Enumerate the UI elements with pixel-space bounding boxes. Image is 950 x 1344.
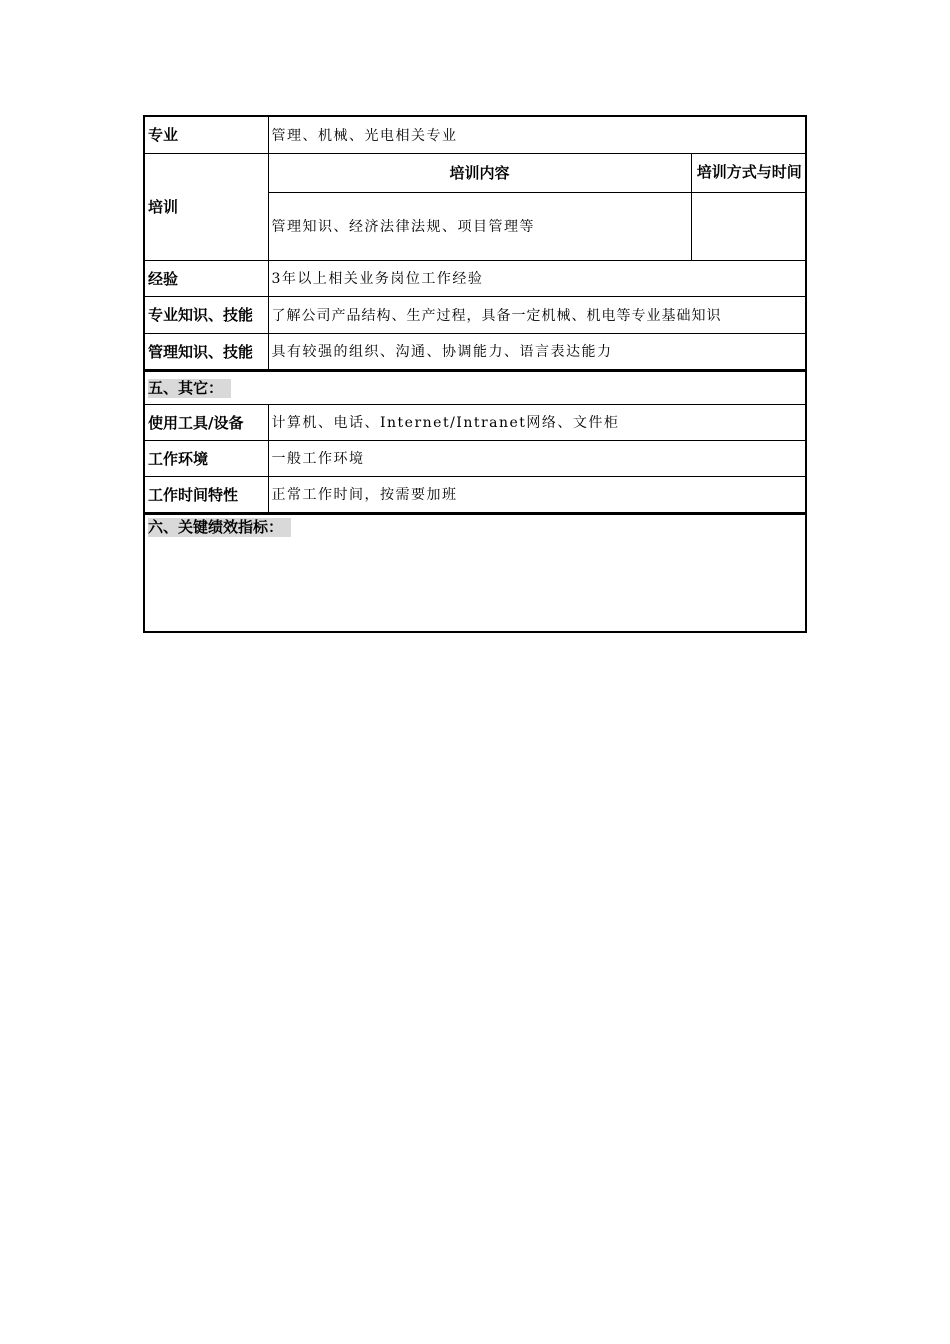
experience-value: 3年以上相关业务岗位工作经验: [268, 260, 807, 296]
training-method-header: 培训方式与时间: [691, 153, 807, 192]
requirements-table: [145, 117, 807, 370]
worktime-label: 工作时间特性: [145, 476, 268, 512]
section-6-kpi: [145, 513, 805, 631]
section-5-title: 五、其它：: [148, 379, 231, 398]
row-worktime: [145, 476, 807, 512]
training-content-header: 培训内容: [268, 153, 691, 192]
major-value: 管理、机械、光电相关专业: [268, 117, 807, 153]
tools-value: 计算机、电话、Internet/Intranet网络、文件柜: [268, 404, 807, 440]
training-content: 管理知识、经济法律法规、项目管理等: [268, 192, 691, 260]
environment-label: 工作环境: [145, 440, 268, 476]
training-label: 培训: [145, 153, 268, 260]
row-training-header: [145, 153, 807, 192]
row-environment: [145, 440, 807, 476]
pro-knowledge-label: 专业知识、技能: [145, 296, 268, 333]
row-pro-knowledge: [145, 296, 807, 333]
experience-label: 经验: [145, 260, 268, 296]
row-tools: [145, 404, 807, 440]
pro-knowledge-value: 了解公司产品结构、生产过程，具备一定机械、机电等专业基础知识: [268, 296, 807, 333]
major-label: 专业: [145, 117, 268, 153]
other-table: [145, 404, 807, 513]
tools-label: 使用工具/设备: [145, 404, 268, 440]
training-method: [691, 192, 807, 260]
mgmt-knowledge-value: 具有较强的组织、沟通、协调能力、语言表达能力: [268, 333, 807, 369]
row-mgmt-knowledge: [145, 333, 807, 369]
environment-value: 一般工作环境: [268, 440, 807, 476]
row-major: [145, 117, 807, 153]
job-description-sheet: [143, 115, 807, 633]
mgmt-knowledge-label: 管理知识、技能: [145, 333, 268, 369]
section-5-header: [145, 370, 805, 404]
section-6-title: 六、关键绩效指标：: [148, 518, 291, 537]
worktime-value: 正常工作时间，按需要加班: [268, 476, 807, 512]
row-experience: [145, 260, 807, 296]
